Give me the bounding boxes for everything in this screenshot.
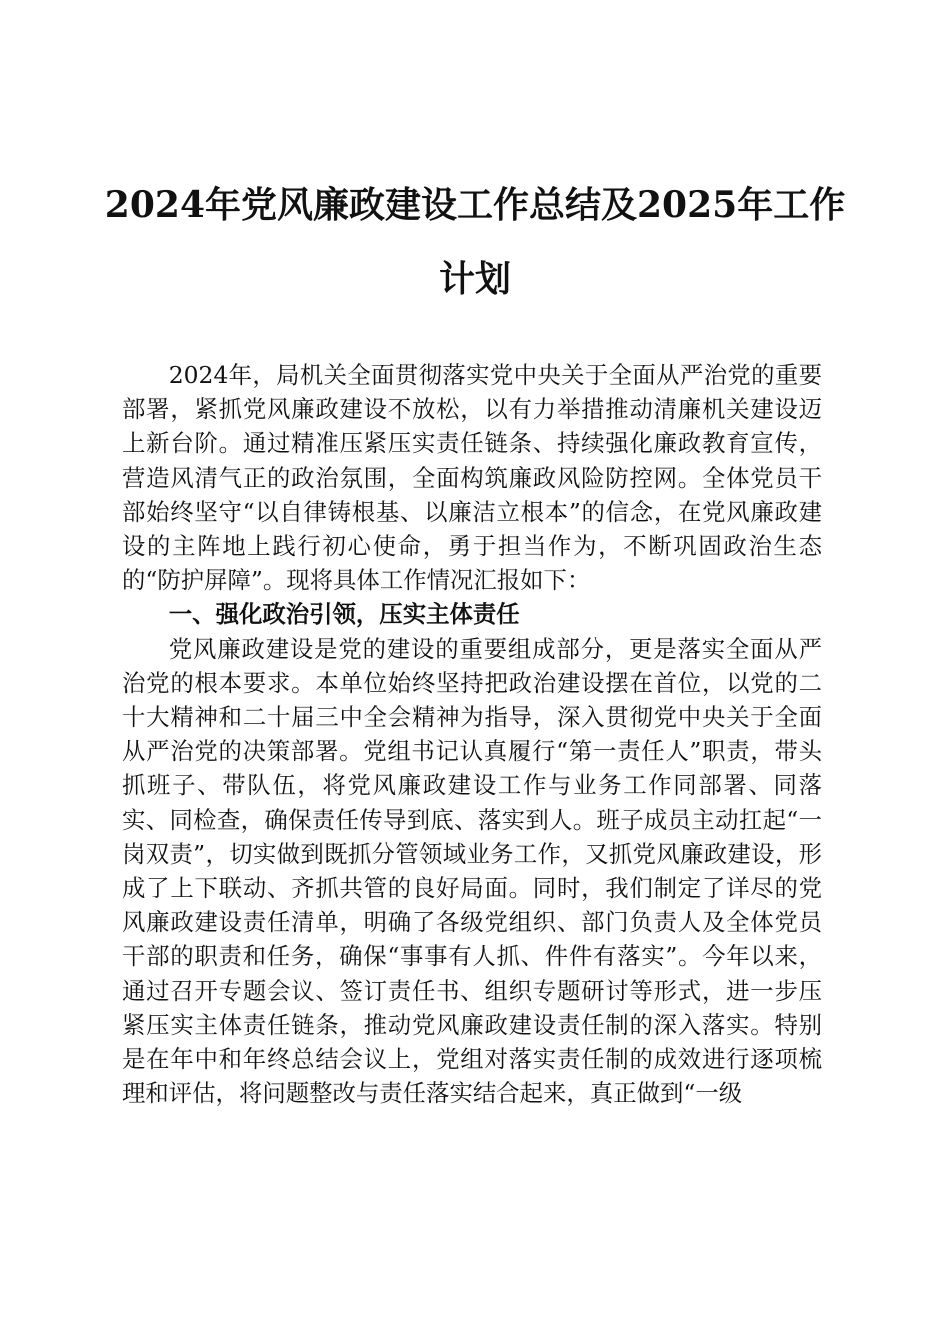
section-1-paragraph: 党风廉政建设是党的建设的重要组成部分，更是落实全面从严治党的根本要求。本单位始终坚持把政治建设摆在首位，以党的二十大精神和二十届三中全会精神为指导，深入贯彻党中央关于全面从严治党的决策部署。党组书记认真履行“第一责任人”职责，带头抓班子、带队伍，将党风廉政建设工作与业务工作同部署、同落实、同检查，确保责任传导到底、落实到人。班子成员主动扛起“一岗双责”，切实做到既抓分管领域业务工作，又抓党风廉政建设，形成了上下联动、齐抓共管的良好局面。同时，我们制定了详尽的党风廉政建设责任清单，明确了各级党组织、部门负责人及全体党员干部的职责和任务，确保“事事有人抓、件件有落实”。今年以来，通过召开专题会议、签订责任书、组织专题研讨等形式，进一步压紧压实主体责任链条，推动党风廉政建设责任制的深入落实。特别是在年中和年终总结会议上，党组对落实责任制的成效进行逐项梳理和评估，将问题整改与责任落实结合起来，真正做到“一级 xyxy=(122,634,822,1108)
section-heading-1: 一、强化政治引领，压实主体责任 xyxy=(168,600,520,629)
document-title: 2024年党风廉政建设工作总结及2025年工作计划 xyxy=(104,184,846,300)
document-body xyxy=(122,358,822,1110)
intro-paragraph: 2024年，局机关全面贯彻落实党中央关于全面从严治党的重要部署，紧抓党风廉政建设不放松，以有力举措推动清廉机关建设迈上新台阶。通过精准压紧压实责任链条、持续强化廉政教育宣传，营造风清气正的政治氛围，全面构筑廉政风险防控网。全体党员干部始终坚守“以自律铸根基、以廉洁立根本”的信念，在党风廉政建设的主阵地上践行初心使命，勇于担当作为，不断巩固政治生态的“防护屏障”。现将具体工作情况汇报如下： xyxy=(122,361,822,595)
